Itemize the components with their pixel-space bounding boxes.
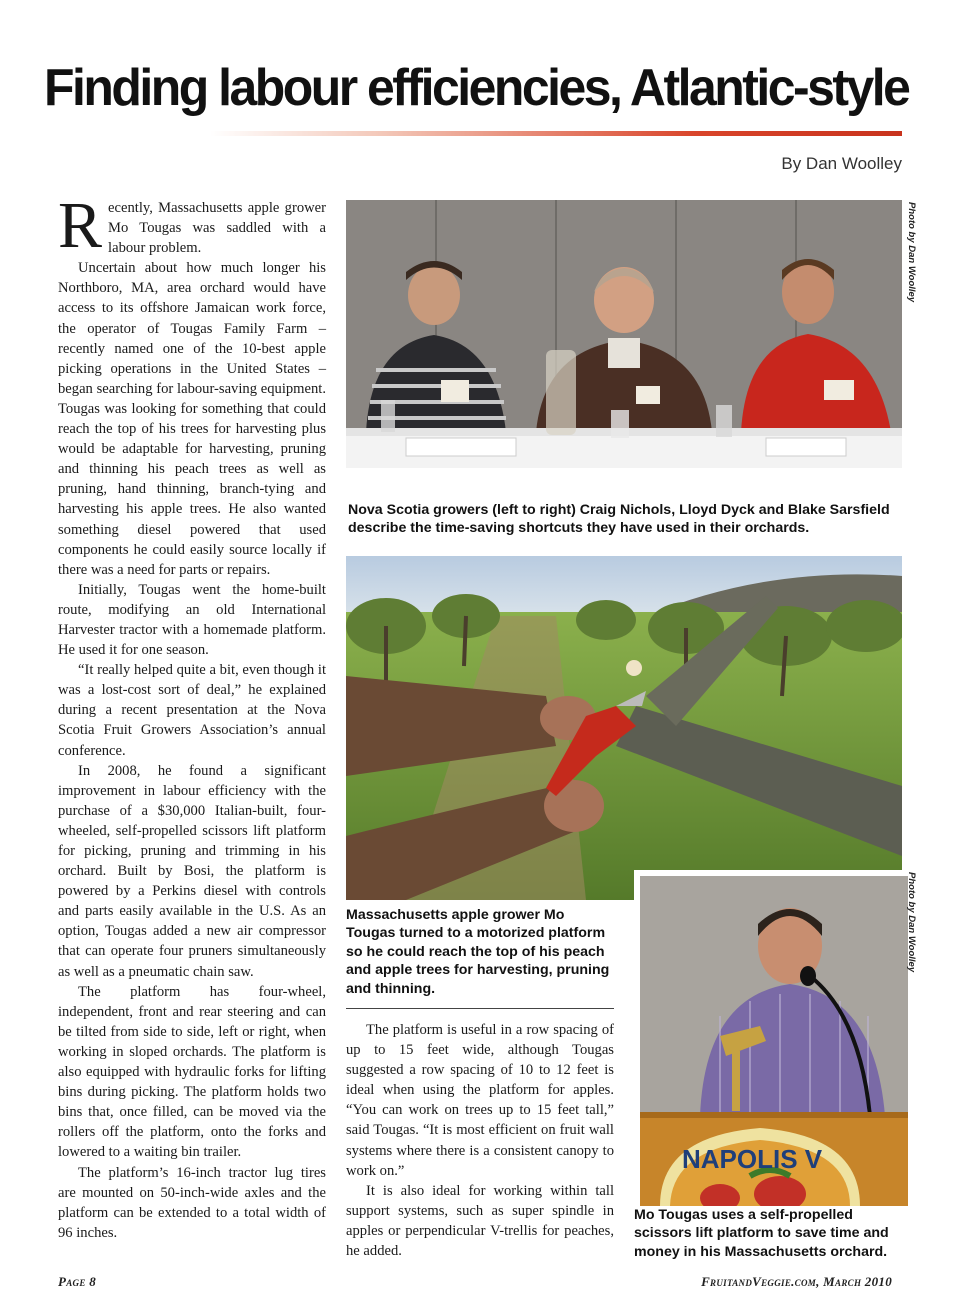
- paragraph: Uncertain about how much longer his Northboro, MA, area orchard would have access to its offshore Jamaican work force, the operator of Tougas Family Farm – recently named one of the 10-best apple picking operations in the United States – began searching for labour-saving equipment. Tougas was looking for something that could reach the top of his trees for harvesting plus would be adaptable for harvesting, pruning and thinning his peach trees as well as pruning, hand thinning, branch-tying and harvesting his apple trees. He also wanted something diesel powered that used components he could easily source locally if there was a need for parts or repairs.: [58, 260, 326, 578]
- paragraph: The platform’s 16-inch tractor lug tires are mounted on 50-inch-wide axles and the platform can be extended to a total width of 96 inches.: [58, 1164, 326, 1241]
- article-byline: By Dan Woolley: [781, 154, 902, 173]
- speaker-photo: [634, 870, 908, 1206]
- podium-logo-text: NAPOLIS V: [682, 1144, 823, 1174]
- article-headline: Finding labour efficiencies, Atlantic-style: [44, 59, 909, 117]
- paragraph-text: ecently, Massachusetts apple grower Mo Tougas was saddled with a labour problem.: [108, 200, 326, 257]
- caption-divider: [346, 1008, 614, 1009]
- paragraph: The platform has four-wheel, independent, front and rear steering and can be tilted from side to side, left or right, when working in sloped orchards. The platform is also equipped with hydraulic forks for lifting bins during picking. The platform holds two bins that, once filled, can be moved via the rollers off the platform, onto the forks and lowered to a waiting bin trailer.: [58, 983, 326, 1161]
- photo-credit: Photo by Dan Woolley: [906, 202, 917, 303]
- paragraph: Initially, Tougas went the home-built route, modifying an old International Harvester tractor with a homemade platform. He used it for one season.: [58, 581, 326, 659]
- paragraph: It is also ideal for working within tall support systems, such as super spindle in apples or perpendicular V-trellis for peaches, he added.: [346, 1182, 614, 1260]
- photo-caption: Mo Tougas uses a self-propelled scissors lift platform to save time and money in his Massachusetts orchard.: [634, 1207, 889, 1260]
- pruning-photo: [346, 556, 902, 900]
- headline-rule: [210, 131, 902, 136]
- paragraph: “It really helped quite a bit, even though it was a lost-cost sort of deal,” he explained during a recent presentation at the Nova Scotia Fruit Growers Association’s annual conference.: [58, 662, 326, 759]
- paragraph: [58, 189, 326, 262]
- photo-credit: Photo by Dan Woolley: [906, 872, 917, 973]
- publication-info: FruitandVeggie.com, March 2010: [701, 1274, 892, 1289]
- left-text-column: [58, 189, 326, 1243]
- page-number: Page 8: [58, 1274, 96, 1289]
- middle-text-column: [346, 1020, 614, 1261]
- growers-panel-photo: [346, 200, 902, 468]
- paragraph: In 2008, he found a significant improvement in labour efficiency with the purchase of a $30,000 Italian-built, four-wheeled, self-propelled scissors lift platform for picking, pruning and trimming in his orchard. Built by Bosi, the platform is powered by a Perkins diesel with controls and parts easily available in the U.S. As an option, Tougas added a new air compressor that can operate four pruners simultaneously as well as a pneumatic chain saw.: [58, 762, 326, 980]
- photo-caption: Massachusetts apple grower Mo Tougas turned to a motorized platform so he could reach the top of his peach and apple trees for harvesting, pruning and thinning.: [346, 907, 610, 997]
- drop-cap: R: [58, 189, 103, 262]
- photo-caption: Nova Scotia growers (left to right) Craig Nichols, Lloyd Dyck and Blake Sarsfield describe the time-saving shortcuts they have used in their orchards.: [348, 502, 890, 537]
- paragraph: The platform is useful in a row spacing of up to 15 feet wide, although Tougas suggested a row spacing of 10 to 12 feet is ideal when using the platform for apples. “You can work on trees up to 15 feet tall,” said Tougas. “It is most efficient on fruit wall systems where there is a consistent canopy to work on.”: [346, 1022, 614, 1179]
